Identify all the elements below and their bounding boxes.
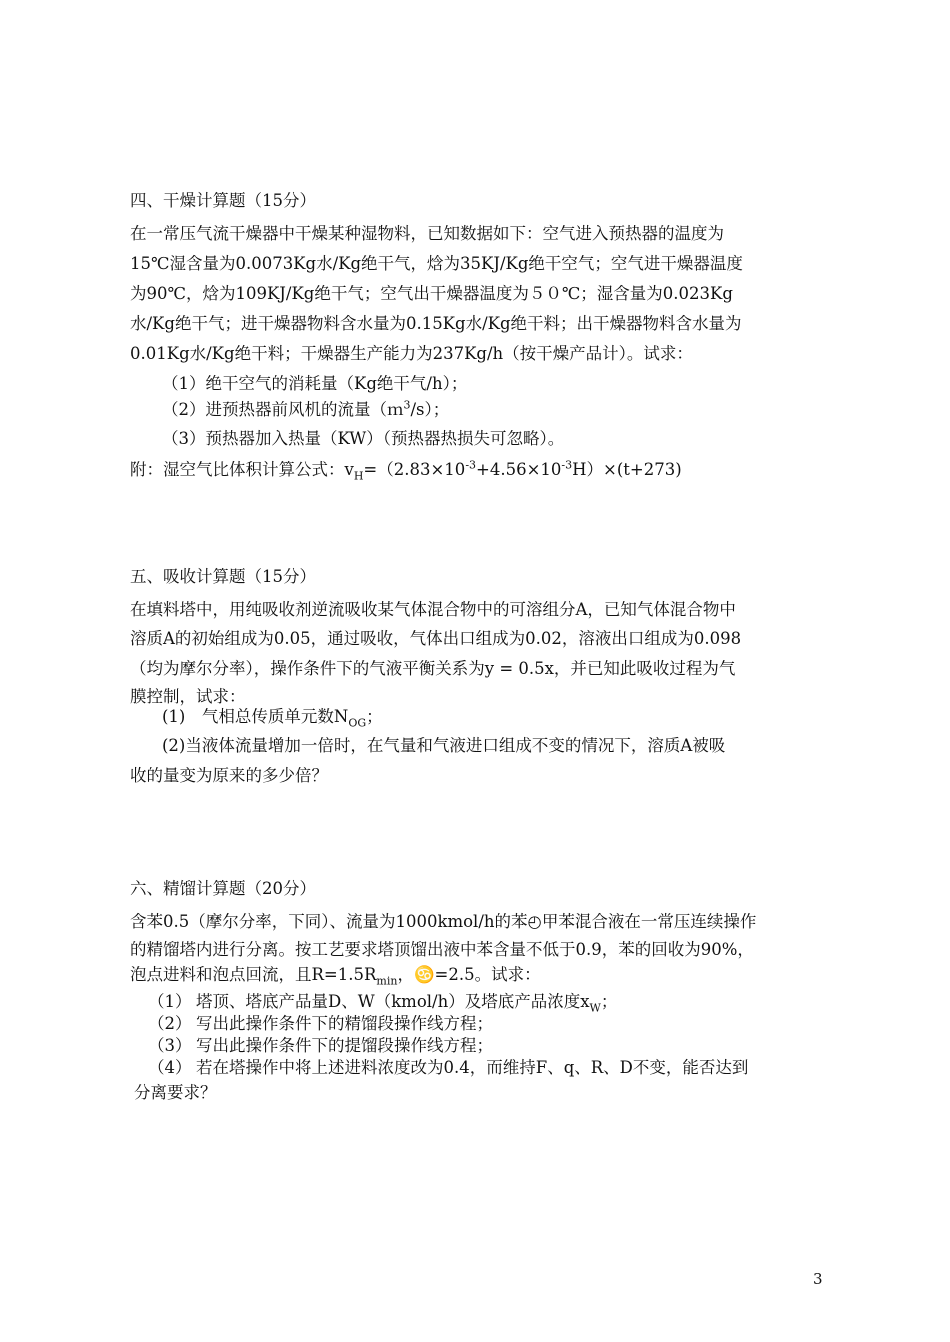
section5-text-3: （均为摩尔分率），操作条件下的气液平衡关系为y = 0.5x，并已知此吸收过程为气 — [130, 659, 736, 678]
section4-text-2: 15℃湿含量为0.0073Kg水/Kg绝干气，焓为35KJ/Kg绝干空气；空气进干燥器温度 — [130, 254, 743, 273]
section4-text-4: 水/Kg绝干气；进干燥器物料含水量为0.15Kg水/Kg绝干料；出干燥器物料含水量为 — [130, 314, 742, 333]
section5-text-4: 膜控制，试求： — [130, 687, 246, 706]
section4-formula-note: 附：湿空气比体积计算公式：$v_H=(2.83\times 10^{-3}+4.56\times 10^{-3}H)\times(t+273)$ — [130, 458, 682, 483]
section6-question-3: （3） 写出此操作条件下的提馏段操作线方程； — [148, 1036, 493, 1055]
section6-text-3: 泡点进料和泡点回流，且$R=1.5R_{min}$，♋=2.5。试求： — [130, 965, 541, 988]
section5-question-1: (1) 气相总传质单元数$N_{OG}$； — [162, 707, 383, 730]
section5-text-1: 在填料塔中，用纯吸收剂逆流吸收某气体混合物中的可溶组分A，已知气体混合物中 — [130, 600, 736, 619]
section5-text-2: 溶质A的初始组成为0.05，通过吸收，气体出口组成为0.02，溶液出口组成为0.098 — [130, 629, 742, 648]
section5-question-2: (2)当液体流量增加一倍时，在气量和气液进口组成不变的情况下，溶质A被吸 — [162, 736, 726, 755]
section6-question-1: （1） 塔顶、塔底产品量D、W（kmol/h）及塔底产品浓度$x_W$； — [148, 992, 618, 1015]
section6-question-4-cont: 分离要求？ — [134, 1083, 217, 1102]
section6-title: 六、精馏计算题（20分） — [130, 879, 316, 898]
page-number: 3 — [813, 1270, 823, 1288]
section4-text-5: 0.01Kg水/Kg绝干料；干燥器生产能力为237Kg/h（按干燥产品计）。试求： — [130, 344, 693, 363]
section4-text-3: 为90℃，焓为109KJ/Kg绝干气；空气出干燥器温度为５０℃；湿含量为0.023Kg — [130, 284, 733, 303]
section4-question-1: （1）绝干空气的消耗量（Kg绝干气/h）； — [162, 374, 468, 393]
section4-question-2: （2）进预热器前风机的流量（ｍ$^3$/s）； — [162, 398, 450, 419]
section6-question-4: （4） 若在塔操作中将上述进料浓度改为0.4，而维持F、q、R、D不变，能否达到 — [148, 1058, 749, 1077]
section5-title: 五、吸收计算题（15分） — [130, 567, 316, 586]
section4-title: 四、干燥计算题（15分） — [130, 191, 316, 210]
section4-text-1: 在一常压气流干燥器中干燥某种湿物料，已知数据如下：空气进入预热器的温度为 — [130, 224, 724, 243]
section4-question-3: （3）预热器加入热量（KW）（预热器热损失可忽略）。 — [162, 429, 565, 448]
section6-question-2: （2） 写出此操作条件下的精馏段操作线方程； — [148, 1014, 493, 1033]
section5-question-2-cont: 收的量变为原来的多少倍？ — [130, 766, 328, 785]
section6-text-2: 的精馏塔内进行分离。按工艺要求塔顶馏出液中苯含量不低于0.9，苯的回收为90%， — [130, 940, 754, 959]
section6-text-1: 含苯0.5（摩尔分率，下同）、流量为1000kmol/h的苯◴甲苯混合液在一常压连续操作 — [130, 912, 757, 931]
